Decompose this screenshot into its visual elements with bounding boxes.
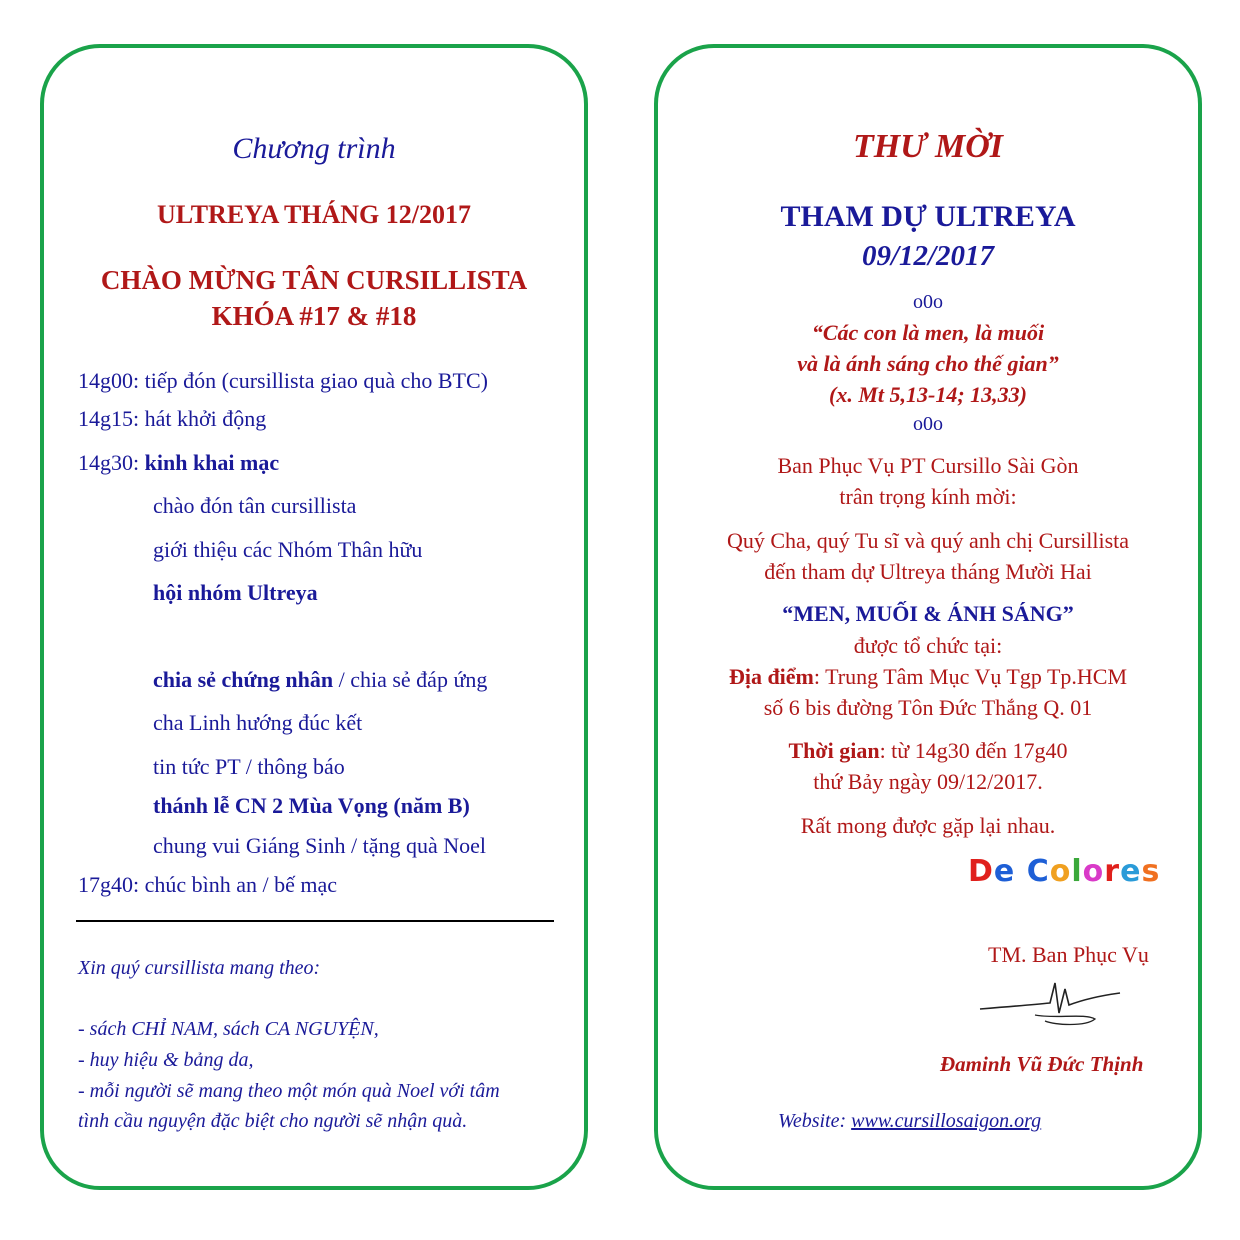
schedule-time: 14g30: — [78, 450, 145, 475]
invitation-heading: THƯ MỜI — [852, 128, 1004, 165]
invitation-date: 09/12/2017 — [861, 240, 995, 272]
organized-at: được tổ chức tại: — [853, 633, 1003, 658]
notes-item: - sách CHỈ NAM, sách CA NGUYỆN, — [78, 1018, 379, 1040]
website-label: Website: — [778, 1110, 852, 1132]
place-line-1 — [654, 664, 1202, 690]
schedule-subitem: chung vui Giáng Sinh / tặng quà Noel — [153, 833, 487, 858]
place-line-2: số 6 bis đường Tôn Đức Thắng Q. 01 — [763, 695, 1093, 720]
schedule-item: 17g40: chúc bình an / bế mạc — [78, 872, 338, 897]
schedule-subitem: chào đón tân cursillista — [153, 493, 357, 518]
schedule-activity-rest: / chia sẻ đáp ứng — [333, 667, 488, 692]
website-link[interactable]: www.cursillosaigon.org — [851, 1110, 1042, 1132]
schedule-subitem: hội nhóm Ultreya — [153, 580, 318, 605]
website-line — [778, 1110, 1041, 1133]
notes-intro: Xin quý cursillista mang theo: — [78, 957, 321, 979]
time-label: Thời gian — [788, 738, 880, 763]
closing-line: Rất mong được gặp lại nhau. — [800, 813, 1056, 838]
schedule-item — [78, 450, 279, 476]
quote-line-2: và là ánh sáng cho thế gian” — [797, 351, 1059, 376]
host-line-1: Ban Phục Vụ PT Cursillo Sài Gòn — [777, 453, 1079, 478]
place-label: Địa điểm — [728, 664, 814, 689]
signoff: TM. Ban Phục Vụ — [988, 942, 1149, 967]
schedule-subitem: giới thiệu các Nhóm Thân hữu — [153, 537, 423, 562]
notes-item: - mỗi người sẽ mang theo một món quà Noel với tâm — [78, 1080, 500, 1102]
program-title: ULTREYA THÁNG 12/2017 — [156, 200, 472, 229]
schedule-subitem: tin tức PT / thông báo — [153, 754, 345, 779]
event-theme: “MEN, MUỐI & ÁNH SÁNG” — [782, 601, 1074, 626]
schedule-item: 14g00: tiếp đón (cursillista giao quà cho BTC) — [78, 368, 488, 393]
schedule-item: 14g15: hát khởi động — [78, 406, 267, 431]
notes-item: - huy hiệu & bảng da, — [78, 1049, 254, 1071]
guests-line-1: Quý Cha, quý Tu sĩ và quý anh chị Cursillista — [726, 528, 1130, 553]
schedule-subitem: cha Linh hướng đúc kết — [153, 710, 363, 735]
guests-line-2: đến tham dự Ultreya tháng Mười Hai — [764, 559, 1092, 584]
host-line-2: trân trọng kính mời: — [839, 484, 1017, 509]
schedule-subitem — [153, 667, 487, 693]
separator: o0o — [913, 413, 943, 435]
time-line-2: thứ Bảy ngày 09/12/2017. — [813, 769, 1043, 794]
place-value: : Trung Tâm Mục Vụ Tgp Tp.HCM — [813, 664, 1128, 689]
quote-reference: (x. Mt 5,13-14; 13,33) — [829, 382, 1027, 407]
time-value: : từ 14g30 đến 17g40 — [879, 738, 1068, 763]
welcome-line-1: CHÀO MỪNG TÂN CURSILLISTA — [100, 265, 528, 295]
divider-line — [76, 920, 554, 922]
signer-name: Đaminh Vũ Đức Thịnh — [940, 1052, 1144, 1076]
notes-item: tình cầu nguyện đặc biệt cho người sẽ nhận quà. — [78, 1110, 468, 1132]
invitation-title: THAM DỰ ULTREYA — [780, 200, 1076, 233]
separator: o0o — [913, 291, 943, 313]
program-heading: Chương trình — [232, 132, 396, 165]
de-colores-logo: De Colores — [968, 854, 1161, 889]
schedule-activity: chia sẻ chứng nhân — [153, 667, 334, 692]
quote-line-1: “Các con là men, là muối — [811, 320, 1045, 345]
welcome-line-2: KHÓA #17 & #18 — [211, 301, 417, 331]
time-line-1 — [654, 738, 1202, 764]
signature-image — [975, 975, 1125, 1035]
schedule-subitem: thánh lễ CN 2 Mùa Vọng (năm B) — [153, 793, 470, 818]
schedule-activity: kinh khai mạc — [144, 450, 280, 475]
